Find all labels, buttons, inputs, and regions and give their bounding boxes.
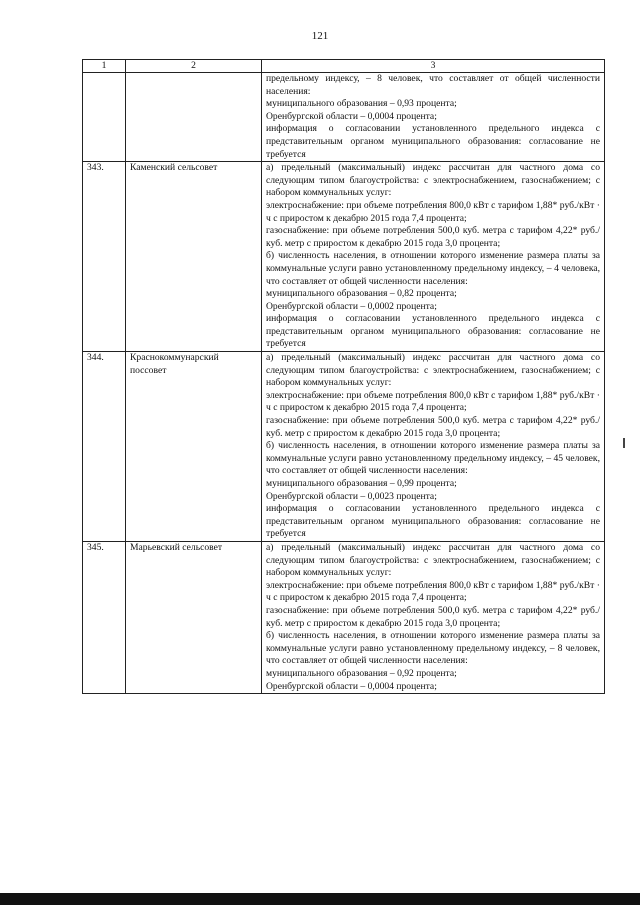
page-number: 121	[311, 30, 329, 42]
content-line: электроснабжение: при объеме потребления 800,0 кВт с тарифом 1,88* руб./кВт · ч с приростом к декабрю 2015 года 7,4 процента;	[266, 199, 600, 224]
scan-bottom-border	[0, 893, 640, 905]
content-line: а) предельный (максимальный) индекс рассчитан для частного дома со следующим типом благоустройства: с электроснабжением, газоснабжением; с набором коммунальных услуг:	[266, 541, 600, 579]
content-line: муниципального образования – 0,99 процента;	[266, 478, 457, 489]
table-header-row	[83, 60, 605, 73]
table-row-344	[83, 352, 605, 542]
column-header-2: 2	[126, 60, 262, 73]
content-line: муниципального образования – 0,93 процента;	[266, 98, 457, 110]
content-line: Оренбургской области – 0,0004 процента;	[266, 110, 437, 122]
content-line: информация о согласовании установленного предельного индекса с представительным органом муниципального образования: согласование не требуется	[266, 123, 600, 160]
column-header-1: 1	[83, 60, 126, 73]
content-line: электроснабжение: при объеме потребления 800,0 кВт с тарифом 1,88* руб./кВт · ч с приростом к декабрю 2015 года 7,4 процента;	[266, 579, 600, 604]
row-name-cell	[126, 73, 262, 162]
municipality-name: Каменский сельсовет	[126, 162, 262, 352]
row-number-cell	[83, 73, 126, 162]
row-number: 343.	[83, 162, 126, 352]
column-header-3: 3	[262, 60, 605, 73]
content-line: б) численность населения, в отношении которого изменение размера платы за коммунальные услуги равно установленному предельному индексу, – 4 человека, что составляет от общей численности населения:	[266, 250, 600, 287]
content-line: газоснабжение: при объеме потребления 500,0 куб. метра с тарифом 4,22* руб./куб. метр с приростом к декабрю 2015 года 3,0 процента;	[266, 225, 600, 249]
content-line: а) предельный (максимальный) индекс рассчитан для частного дома со следующим типом благоустройства: с электроснабжением, газоснабжением; с набором коммунальных услуг:	[266, 162, 600, 199]
content-line: информация о согласовании установленного предельного индекса с представительным органом муниципального образования: согласование не требуется	[266, 313, 600, 350]
content-line: Оренбургской области – 0,0023 процента;	[266, 490, 437, 502]
content-line: газоснабжение: при объеме потребления 500,0 куб. метра с тарифом 4,22* руб./куб. метр с приростом к декабрю 2015 года 3,0 процента;	[266, 604, 600, 629]
row-number: 345.	[83, 541, 126, 693]
row-content-cell	[262, 541, 605, 693]
table-row-345	[83, 541, 605, 693]
content-line: Оренбургской области – 0,0004 процента;	[266, 680, 437, 692]
document-table	[82, 59, 605, 694]
content-line: а) предельный (максимальный) индекс рассчитан для частного дома со следующим типом благоустройства: с электроснабжением, газоснабжением; с набором коммунальных услуг:	[266, 352, 600, 389]
table-row-343	[83, 162, 605, 352]
municipality-name: Краснокоммунарский поссовет	[126, 352, 262, 542]
content-line: б) численность населения, в отношении которого изменение размера платы за коммунальные услуги равно установленному предельному индексу, – 45 человек, что составляет от общей численности населения:	[266, 440, 600, 477]
content-line: б) численность населения, в отношении которого изменение размера платы за коммунальные услуги равно установленному предельному индексу, – 8 человек, что составляет от общей численности населения:	[266, 630, 600, 667]
content-line: муниципального образования – 0,82 процента;	[266, 288, 457, 300]
content-line: информация о согласовании установленного предельного индекса с представительным органом муниципального образования: согласование не требуется	[266, 503, 600, 540]
content-line: электроснабжение: при объеме потребления 800,0 кВт с тарифом 1,88* руб./кВт · ч с приростом к декабрю 2015 года 7,4 процента;	[266, 389, 600, 414]
table-row-continuation	[83, 73, 605, 162]
row-content-cell	[262, 352, 605, 542]
content-line: предельному индексу, – 8 человек, что составляет от общей численности населения:	[266, 73, 600, 97]
municipality-name: Марьевский сельсовет	[126, 541, 262, 693]
content-line: газоснабжение: при объеме потребления 500,0 куб. метра с тарифом 4,22* руб./куб. метр с приростом к декабрю 2015 года 3,0 процента;	[266, 415, 600, 439]
scan-artifact	[623, 438, 625, 448]
content-line: Оренбургской области – 0,0002 процента;	[266, 300, 437, 312]
row-number: 344.	[83, 352, 126, 542]
content-line: муниципального образования – 0,92 процента;	[266, 667, 457, 679]
row-content-cell	[262, 162, 605, 352]
row-content-cell	[262, 73, 605, 162]
